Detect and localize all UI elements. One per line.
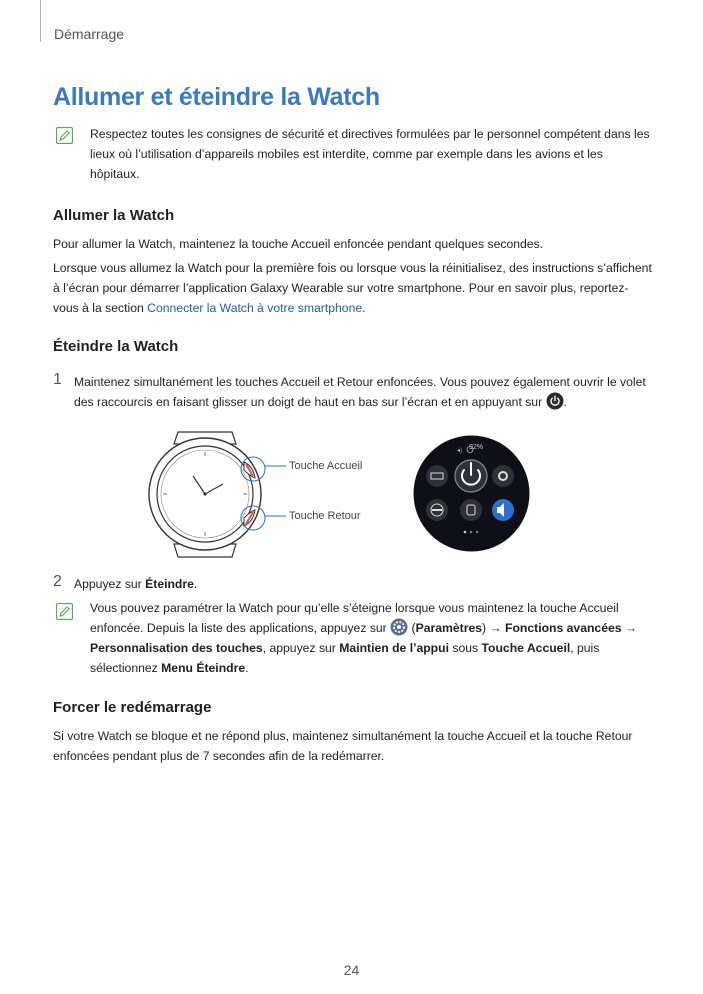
heading-power-off: Éteindre la Watch [53,338,179,355]
back-key-label: Touche Retour [289,510,361,522]
pencil-note-icon [56,127,73,144]
bedtime-icon [426,465,448,487]
gear-icon [390,618,408,636]
press-and-hold-label: Maintien de l’appui [339,641,449,655]
note-text: , appuyez sur [262,641,340,655]
note-text: ) → [482,621,506,635]
customize-keys-label: Personnalisation des touches [90,641,263,655]
power-on-text: Lorsque vous allumez la Watch pour la première fois ou lorsque vous la réinitialisez, des instructions s’affichent à l’écran pour démarrer l’application Galaxy Wearable sur votre smartphone. Pour en savoir plus, reportez-vous à la section [53,261,652,315]
period: . [362,301,366,315]
note-text: sous [448,641,482,655]
pencil-note-icon [56,603,73,620]
power-on-paragraph-1: Pour allumer la Watch, maintenez la touche Accueil enfoncée pendant quelques secondes. [53,237,544,251]
svg-text:◂): ◂) [457,448,463,454]
connect-watch-link[interactable]: Connecter la Watch à votre smartphone [147,301,363,315]
power-on-paragraph-2 [53,258,653,318]
note-text: Vous pouvez paramétrer la Watch pour qu’elle s’éteigne lorsque vous maintenez la touche Accueil enfoncée. Depuis la liste des applications, appuyez sur [90,601,619,635]
period: . [563,395,567,409]
note-safety: Respectez toutes les consignes de sécurité et directives formulées par le personnel compétent dans les lieux où l’utilisation d’appareils mobiles est interdite, comme par exemple dans les avions et les hôpitaux. [90,127,650,181]
step-2-text [74,574,654,594]
page-number: 24 [343,962,360,978]
advanced-features-label: Fonctions avancées [505,621,622,635]
note-text: , puis sélectionnez [90,641,600,675]
period: . [193,577,198,591]
battery-level: 92% [469,444,484,451]
home-key-label: Touche Accueil [289,460,363,472]
note-text: ( [408,621,416,635]
home-key-label-bold: Touche Accueil [481,641,571,655]
heading-power-on: Allumer la Watch [53,207,175,224]
step-number-1: 1 [53,371,62,388]
watch-illustration [140,426,400,562]
step-number-2: 2 [53,573,62,590]
note-text: . [245,661,249,675]
note-power-key-setting [90,598,650,678]
power-off-menu-label: Menu Éteindre [161,661,246,675]
step-2-body: Appuyez sur [74,577,146,591]
step-1-body: Maintenez simultanément les touches Accueil et Retour enfoncées. Vous pouvez également ouvrir le volet des raccourcis en faisant glisser un doigt de haut en bas sur l’écran et en appuyant sur [74,375,646,409]
section-header: Démarrage [54,26,125,42]
step-1-text [74,372,654,412]
quick-panel-screen [413,435,530,552]
force-restart-paragraph: Si votre Watch se bloque et ne répond plus, maintenez simultanément la touche Accueil et la touche Retour enfoncées pendant plus de 7 secondes afin de la redémarrer. [53,729,633,763]
note-text: → [621,621,638,635]
power-icon [546,392,564,410]
settings-label: Paramètres [415,621,482,635]
page-title: Allumer et éteindre la Watch [53,83,380,111]
heading-force-restart: Forcer le redémarrage [53,699,212,716]
header-rule [40,0,41,42]
power-off-option: Éteindre [145,577,194,591]
